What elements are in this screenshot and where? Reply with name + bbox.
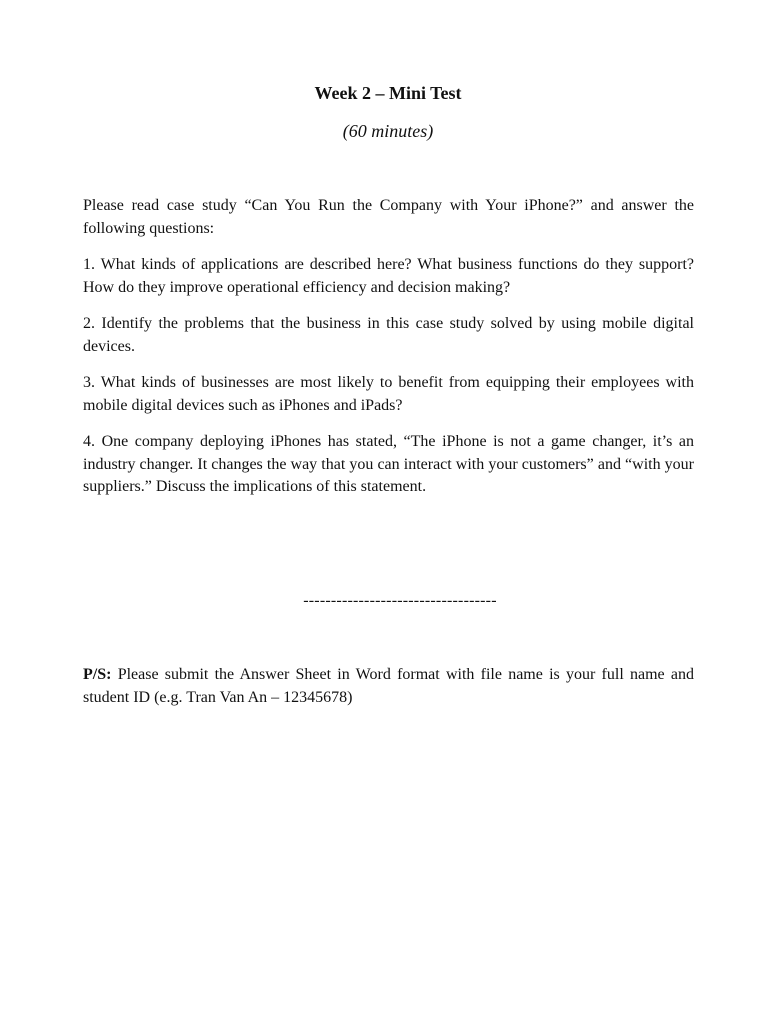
intro-paragraph: Please read case study “Can You Run the Company with Your iPhone?” and answer the following questions:	[83, 197, 694, 237]
question-4: 4. One company deploying iPhones has stated, “The iPhone is not a game changer, it’s an industry changer. It changes the way that you can interact with your customers” and “with your suppliers.” Discuss the implications of this statement.	[83, 433, 694, 495]
duration-subtitle: (60 minutes)	[342, 121, 434, 141]
section-divider: -----------------------------------	[303, 592, 497, 609]
question-1: 1. What kinds of applications are described here? What business functions do they support? How do they improve operational efficiency and decision making?	[83, 256, 694, 296]
ps-text: Please submit the Answer Sheet in Word format with file name is your full name and student ID (e.g. Tran Van An – 12345678)	[83, 666, 694, 706]
document-body	[83, 195, 694, 513]
question-3: 3. What kinds of businesses are most likely to benefit from equipping their employees with mobile digital devices such as iPhones and iPads?	[83, 374, 694, 414]
question-2: 2. Identify the problems that the business in this case study solved by using mobile digital devices.	[83, 315, 694, 355]
ps-label: P/S:	[83, 666, 112, 683]
page-title: Week 2 – Mini Test	[314, 83, 462, 103]
ps-note	[83, 664, 694, 709]
